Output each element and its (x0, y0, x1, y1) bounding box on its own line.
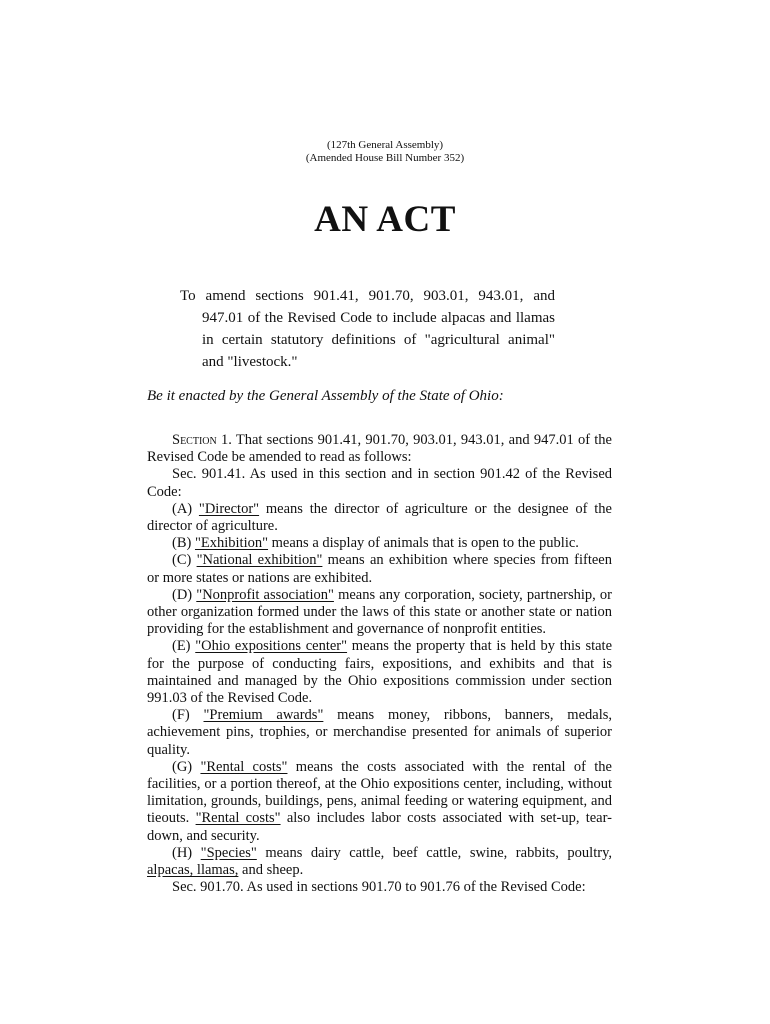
definition-d (147, 587, 612, 639)
definition-letter: (E) (172, 638, 196, 655)
definition-text: means money, ribbons, banners, medals, achievement pins, trophies, or merchandise presented for animals of superior quality. (147, 707, 613, 758)
definition-letter: (C) (172, 552, 197, 569)
bill-number: (Amended House Bill Number 352) (305, 152, 465, 164)
preamble-line: 947.01 of the Revised Code to include alpacas and llamas (202, 310, 555, 326)
definition-text: means a display of animals that is open to the public. (268, 535, 579, 552)
definition-letter: (D) (172, 586, 197, 603)
definition-text: and sheep. (238, 862, 304, 879)
definition-f (147, 707, 612, 759)
definition-e (147, 638, 612, 707)
preamble-line: in certain statutory definitions of "agricultural animal" (202, 332, 555, 348)
sec-901-70-intro-text: Sec. 901.70. As used in sections 901.70 to 901.76 of the Revised Code: (172, 879, 586, 896)
assembly-label: (127th General Assembly) (326, 139, 444, 151)
sec-901-70-intro (147, 879, 612, 896)
section-label: Section (172, 432, 217, 448)
definition-h-continued (147, 862, 612, 879)
definition-a (147, 501, 612, 535)
inserted-text: alpacas, llamas, (147, 862, 239, 879)
definition-letter: (B) (172, 535, 195, 552)
definition-h (147, 845, 612, 862)
defined-term: "Rental costs" (195, 810, 281, 827)
act-preamble (180, 285, 555, 373)
definition-text: means an exhibition where species from fifteen or more states or nations are exhibited. (147, 552, 612, 586)
section-1-text: 1. That sections 901.41, 901.70, 903.01, 943.01, and 947.01 of the Revised Code be amended to read as follows: (147, 432, 612, 466)
definition-letter: (A) (172, 500, 199, 517)
sec-901-41-intro (147, 466, 612, 500)
definition-letter: (G) (172, 758, 201, 775)
act-body (147, 432, 612, 896)
defined-term: "Nonprofit association" (196, 586, 334, 603)
defined-term: "Rental costs" (200, 758, 288, 775)
definition-text: means dairy cattle, beef cattle, swine, rabbits, poultry, (256, 844, 612, 861)
definition-text: means the property that is held by this state for the purpose of conducting fairs, expositions, and exhibits and that is maintained and managed by the Ohio expositions commission under section 991.03 of the Revised Code. (147, 638, 613, 707)
definition-text: also includes labor costs associated with set-up, tear-down, and security. (147, 810, 612, 844)
defined-term: "Exhibition" (194, 535, 269, 552)
definition-text: means the costs associated with the rental of the facilities, or a portion thereof, at the Ohio expositions center, including, without limitation, grounds, buildings, pens, animal feeding or watering equipment, and tieouts. (147, 758, 612, 827)
defined-term: "Director" (198, 500, 260, 517)
defined-term: "Ohio expositions center" (195, 638, 348, 655)
definition-letter: (H) (172, 844, 201, 861)
preamble-line: and "livestock." (202, 354, 298, 370)
definition-text: means the director of agriculture or the designee of the director of agriculture. (147, 500, 612, 535)
defined-term: "Species" (200, 844, 257, 861)
definition-b (147, 535, 612, 552)
defined-term: "Premium awards" (203, 707, 324, 724)
sec-901-41-intro-text: Sec. 901.41. As used in this section and in section 901.42 of the Revised Code: (147, 466, 612, 500)
definition-c (147, 552, 612, 586)
section-1-paragraph (147, 432, 612, 466)
definition-g (147, 759, 612, 845)
definition-letter: (F) (172, 707, 204, 724)
act-title: AN ACT (314, 199, 456, 240)
enacting-clause: Be it enacted by the General Assembly of the State of Ohio: (147, 388, 504, 404)
defined-term: "National exhibition" (196, 552, 323, 569)
preamble-line: To amend sections 901.41, 901.70, 903.01, 943.01, and (180, 288, 555, 304)
definition-text: means any corporation, society, partnership, or other organization formed under the laws of this state or another state or nation providing for the establishment and governance of nonprofit entities. (147, 586, 612, 638)
